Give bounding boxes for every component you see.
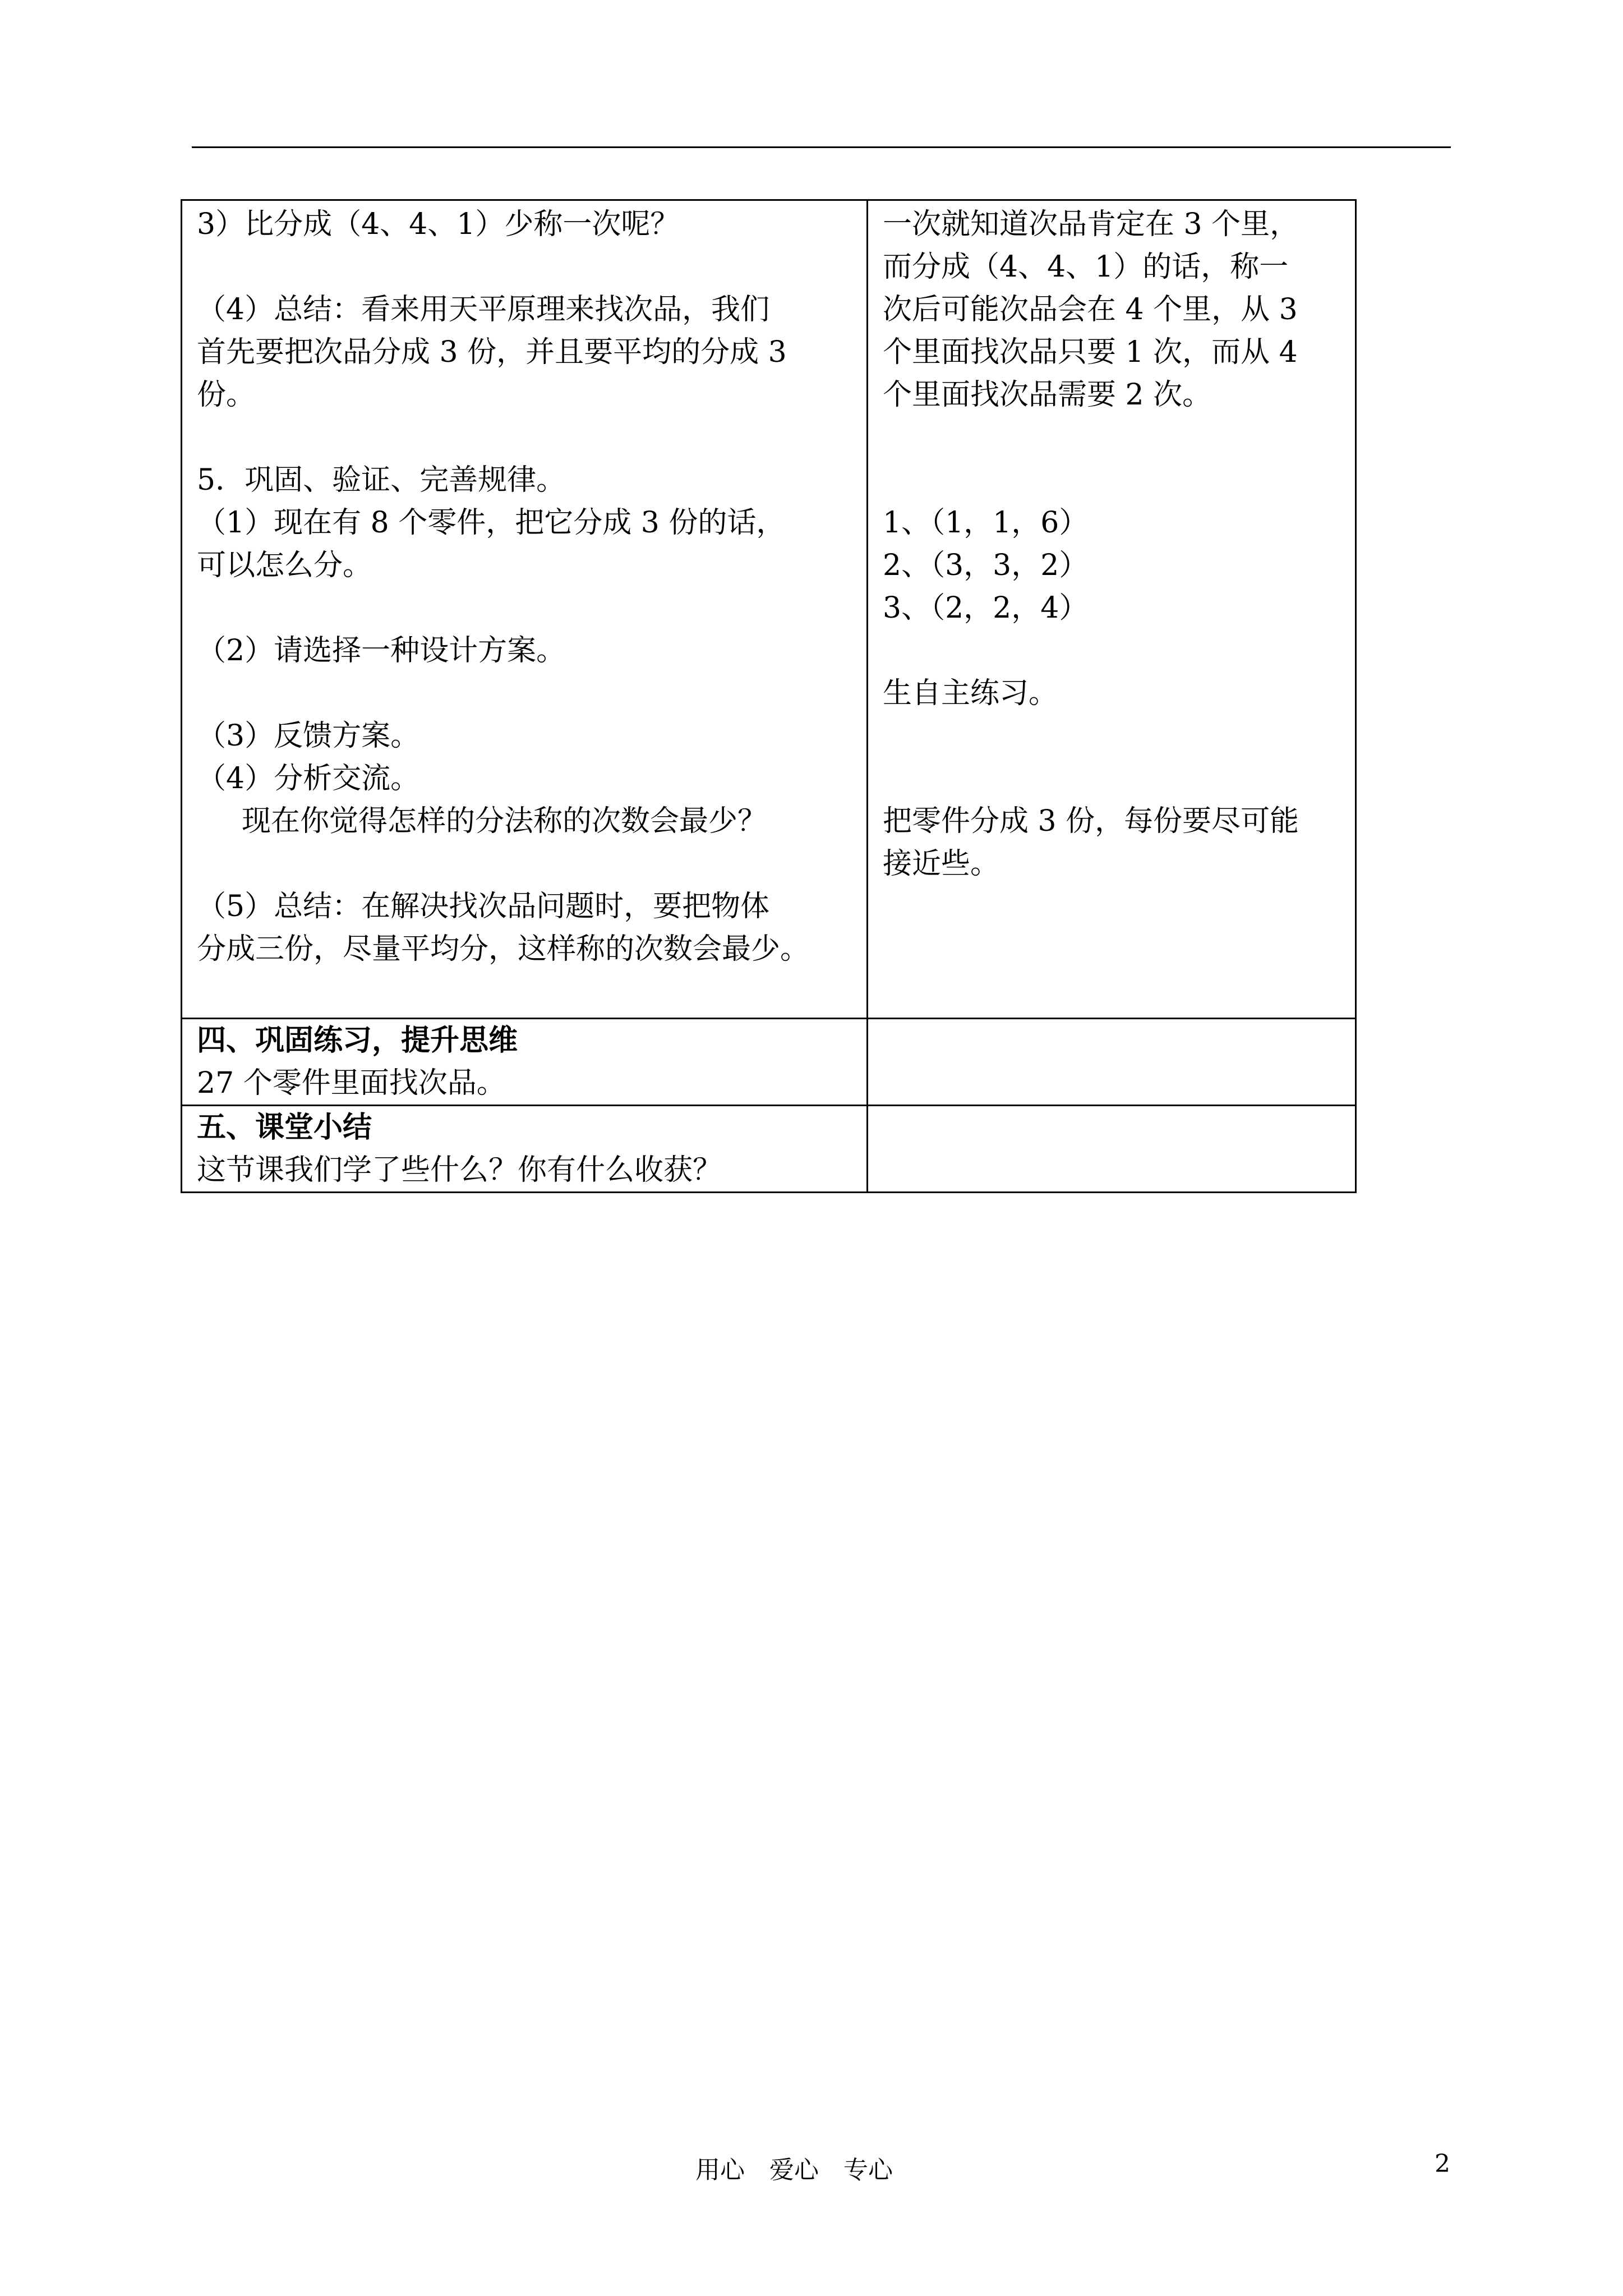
text-line: （4）总结：看来用天平原理来找次品，我们 xyxy=(197,293,770,326)
header-rule xyxy=(192,146,1451,148)
text-line: 个里面找次品需要 2 次。 xyxy=(883,378,1212,412)
student-activity-cell xyxy=(868,200,1356,1019)
text-line: 一次就知道次品肯定在 3 个里， xyxy=(883,208,1299,241)
table-row xyxy=(182,1106,1356,1193)
lesson-table xyxy=(181,199,1357,1193)
section-heading: 四、巩固练习，提升思维 xyxy=(197,1023,518,1057)
section-text: 27 个零件里面找次品。 xyxy=(197,1066,506,1100)
text-line: （2）请选择一种设计方案。 xyxy=(197,634,566,668)
text-line: （4）分析交流。 xyxy=(197,762,420,795)
text-line: 可以怎么分。 xyxy=(197,549,372,582)
table-row xyxy=(182,1019,1356,1106)
text-line: 分成三份，尽量平均分，这样称的次数会最少。 xyxy=(197,932,810,966)
text-line: （1）现在有 8 个零件，把它分成 3 份的话， xyxy=(197,506,786,540)
text-line: 次后可能次品会在 4 个里，从 3 xyxy=(883,293,1298,326)
footer-motto: 用心 爱心 专心 xyxy=(695,2156,893,2184)
empty-cell xyxy=(868,1106,1356,1193)
text-line: 把零件分成 3 份，每份要尽可能 xyxy=(883,804,1299,838)
text-line: （5）总结：在解决找次品问题时，要把物体 xyxy=(197,890,770,923)
text-line: 3、（2，2，4） xyxy=(883,591,1089,625)
text-line: 首先要把次品分成 3 份，并且要平均的分成 3 xyxy=(197,335,787,369)
text-line: 5．巩固、验证、完善规律。 xyxy=(197,463,566,497)
text-line: 份。 xyxy=(197,378,256,412)
text-line: 3）比分成（4、4、1）少称一次呢？ xyxy=(197,208,680,241)
table-row xyxy=(182,200,1356,1019)
page-number: 2 xyxy=(1435,2150,1450,2178)
text-line: 现在你觉得怎样的分法称的次数会最少？ xyxy=(242,804,767,838)
section-cell xyxy=(182,1106,868,1193)
text-line: 生自主练习。 xyxy=(883,677,1058,710)
teacher-activity-cell xyxy=(182,200,868,1019)
empty-cell xyxy=(868,1019,1356,1106)
text-line: （3）反馈方案。 xyxy=(197,719,420,753)
text-line: 个里面找次品只要 1 次，而从 4 xyxy=(883,335,1298,369)
text-line: 接近些。 xyxy=(883,847,1000,881)
section-text: 这节课我们学了些什么？你有什么收获？ xyxy=(197,1153,722,1187)
section-cell xyxy=(182,1019,868,1106)
section-heading: 五、课堂小结 xyxy=(197,1110,372,1144)
text-line: 1、（1，1，6） xyxy=(883,506,1089,540)
text-line: 2、（3，3，2） xyxy=(883,549,1089,582)
text-line: 而分成（4、4、1）的话，称一 xyxy=(883,250,1289,284)
